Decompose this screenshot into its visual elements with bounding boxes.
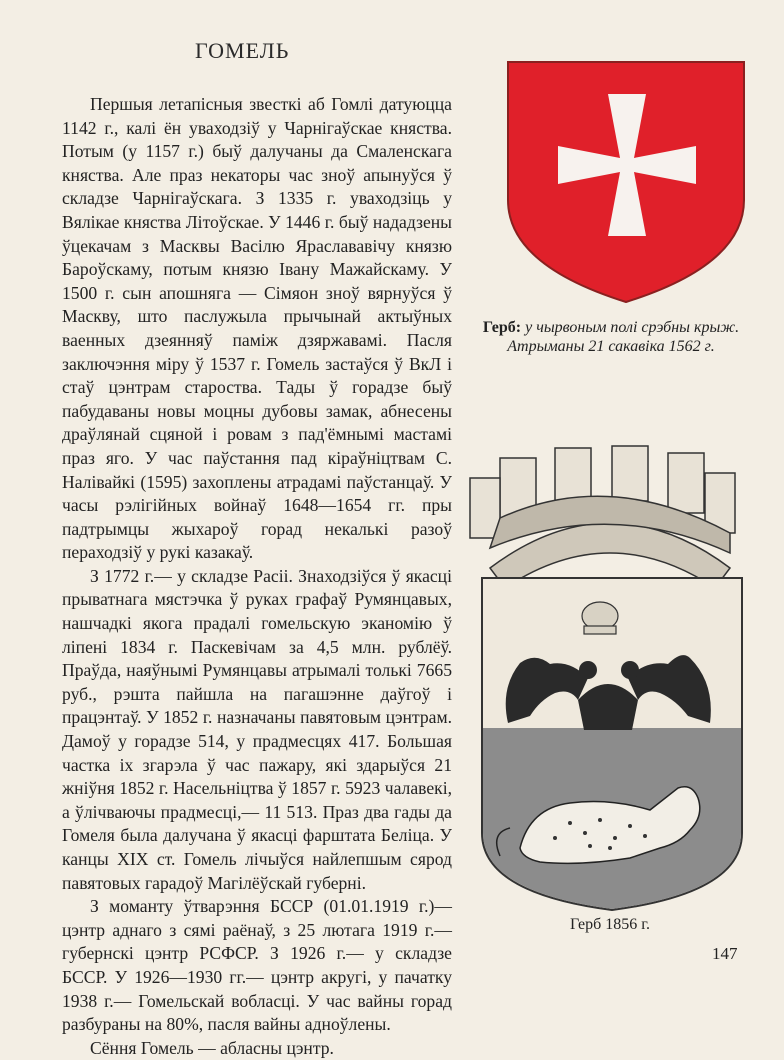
coat-of-arms-1856-engraving	[460, 438, 760, 913]
imperial-crown-icon	[582, 602, 618, 634]
figure2-caption: Герб 1856 г.	[569, 916, 651, 933]
paragraph-1: Першыя летапісныя звесткі аб Гомлі датуюцца 1142 г., калі ён уваходзіў у Чарнігаўскае княства. Потым (у 1157 г.) быў далучаны да Смаленскага княства. Але праз некаторы час зноў апынуўся ў складзе Чарнігаўскага. З 1335 г. уваходзіць у Вялікае княства Літоўскае. У 1446 г. быў нададзены ўцекачам з Масквы Васілю Яраслававічу князю Бароўскаму, потым князю Івану Мажайскаму. У 1500 г. сын апошняга — Сімяон зноў вярнуўся ў Маскву, што паслужыла прычынай актыўных ваенных дзеянняў паміж дзяржавамі. Пасля заключэння міру ў 1537 г. Гомель застаўся ў ВкЛ і стаў цэнтрам староства. Тады ў горадзе быў пабудаваны новы моцны дубовы замак, абнесены драўлянай сцяной і ровам з пад'ёмнымі мастамі праз яго. У час паўстання пад кіраўніцтвам С. Налівайкі (1595) захоплены атрадамі паўстанцаў. У часы рэлігійных войнаў 1648—1654 гг. пры падтрымцы жыхароў горад некалькі разоў пераходзіў у рукі казакаў.	[62, 94, 452, 563]
paragraph-4: Сёння Гомель — абласны цэнтр.	[90, 1037, 334, 1058]
page-number: 147	[712, 944, 738, 963]
figure1-caption-label: Герб:	[482, 319, 522, 336]
page-title: ГОМЕЛЬ	[195, 38, 290, 63]
coat-of-arms-red-shield	[496, 50, 756, 310]
paragraph-2: З 1772 г.— у складзе Расіі. Знаходзіўся ў якасці прыватнага мястэчка ў руках графаў Румянцавых, нашчадкі якога прадалі гомельскую эканомію ў ліпені 1834 г. Паскевічам за 4,5 млн. рублёў. Праўда, наяўнымі Румянцавы атрымалі толькі 7665 руб., рэшта пайшла на пагашэнне даўгоў і працэнтаў. У 1852 г. назначаны павятовым цэнтрам. Дамоў у горадзе 514, у прадмесцях 417. Большая частка іх згарэла ў час пажару, які здарыўся 21 жніўня 1852 г. Насельніцтва ў 1857 г. 5923 чалавекі, а ўлічваючы прадмесці,— 11 513. Праз два гады да Гомеля была далучана ў якасці фарштата Беліца. У канцы XIX ст. Гомель лічыўся найлепшым сярод павятовых гарадоў Магілёўскай губерні.	[62, 565, 452, 893]
figure1-caption	[466, 318, 756, 356]
mural-crown-icon	[470, 446, 735, 588]
paragraph-3: З моманту ўтварэння БССР (01.01.1919 г.)— цэнтр аднаго з сямі раёнаў, з 25 лютага 1919 г.— губернскі цэнтр РСФСР. З 1926 г.— у складзе БССР. У 1926—1930 гг.— цэнтр акругі, у пачатку 1938 г.— Гомельскай вобласці. У час вайны горад разбураны на 80%, пасля вайны адноўлены.	[62, 896, 452, 1035]
article-text	[62, 93, 452, 1060]
figure1-caption-text: у чырвоным полі срэбны крыж. Атрыманы 21 сакавіка 1562 г.	[507, 319, 740, 355]
